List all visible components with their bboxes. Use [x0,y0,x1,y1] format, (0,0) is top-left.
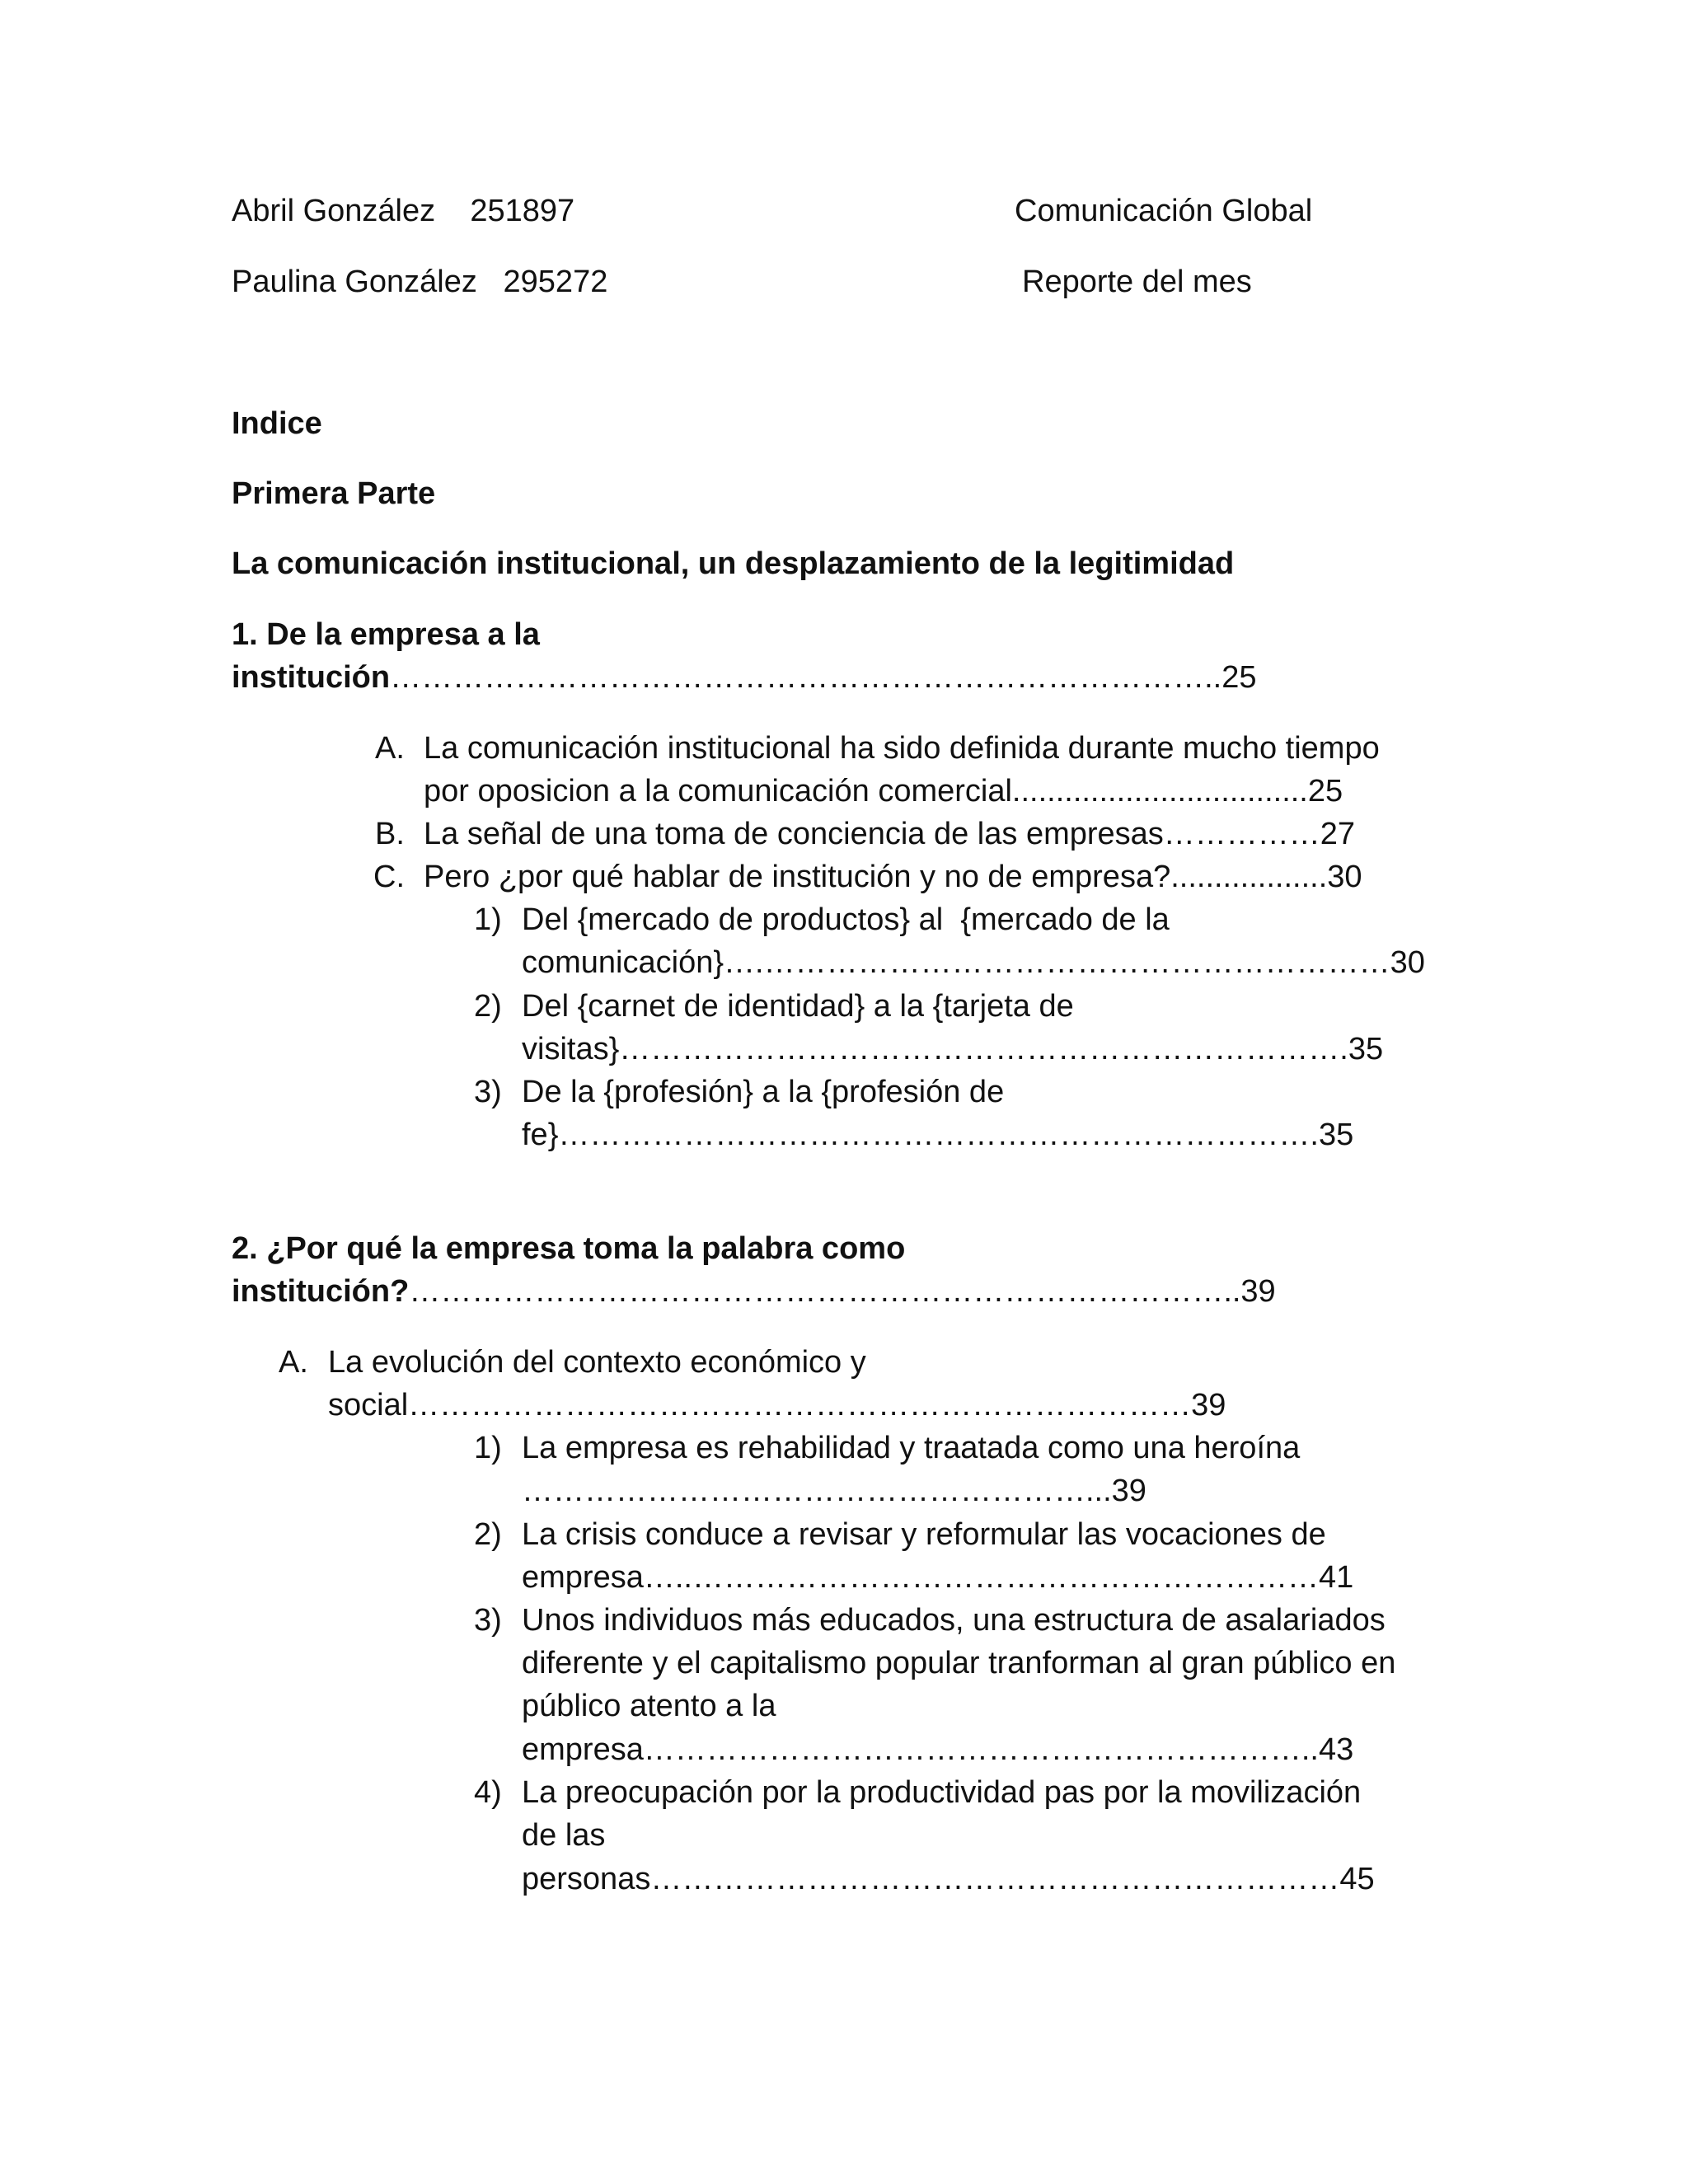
subitem-text-continued: empresa…..……………………………………………………41 [522,1560,1354,1595]
item-text: Pero ¿por qué hablar de institución y no de empresa?..................30 [424,860,1362,894]
subitem-text: De la {profesión} a la {profesión de [522,1075,1005,1109]
item-marker: A. [375,731,405,766]
subitem-marker: 3) [474,1603,502,1638]
subitem-text-continued: visitas}…………………………………………………………….35 [522,1032,1384,1066]
author-1: Abril González 251897 [232,194,575,228]
section-1-label: institución [232,660,391,695]
subitem-text: La crisis conduce a revisar y reformular las vocaciones de [522,1517,1326,1552]
item-text-continued: social…………………………………………………………………39 [328,1388,1226,1422]
subitem-text-continued: público atento a la [522,1689,776,1723]
author-2: Paulina González 295272 [232,265,608,299]
item-marker: A. [279,1345,308,1380]
course-name: Comunicación Global [1015,194,1313,228]
subitem-text-continued: comunicación}….……………………………………………………30 [522,945,1425,980]
subitem-marker: 2) [474,1517,502,1552]
section-1-heading: 1. De la empresa a la [232,617,540,652]
part-heading: Primera Parte [232,476,436,511]
section-2-entry [232,1270,1276,1313]
subitem-text-continued: personas…………………………………………………………45 [522,1862,1375,1896]
subitem-marker: 1) [474,902,502,937]
section-2-label: institución? [232,1274,410,1309]
item-text: La señal de una toma de conciencia de las empresas……………27 [424,817,1356,851]
report-title: Reporte del mes [1022,265,1252,299]
subitem-text-continued: fe}……………………………………………………………….35 [522,1118,1354,1152]
item-text: La comunicación institucional ha sido definida durante mucho tiempo [424,731,1380,766]
subitem-text-continued: empresa………………………………………………………..43 [522,1732,1354,1767]
item-marker: B. [375,817,405,851]
subitem-marker: 4) [474,1775,502,1810]
subitem-text: Del {carnet de identidad} a la {tarjeta de [522,989,1074,1024]
subitem-text-continued: ………………………………………………...39 [522,1474,1146,1508]
item-text: La evolución del contexto económico y [328,1345,866,1380]
subitem-marker: 3) [474,1075,502,1109]
subitem-marker: 1) [474,1431,502,1465]
subitem-text-continued: de las [522,1818,606,1853]
subitem-text: La empresa es rehabilidad y traatada como una heroína [522,1431,1301,1465]
section-1-entry [232,656,1257,699]
item-text-continued: por oposicion a la comunicación comercial..................................25 [424,774,1343,808]
section-2-heading: 2. ¿Por qué la empresa toma la palabra como [232,1231,906,1266]
subitem-text: Unos individuos más educados, una estructura de asalariados [522,1603,1386,1638]
subitem-text: Del {mercado de productos} al {mercado de la [522,902,1170,937]
index-title: Indice [232,406,322,441]
section-2-leader: ……………………………………………………………………..39 [409,1274,1276,1309]
subitem-marker: 2) [474,989,502,1024]
section-1-leader: ……………………………………………………………………..25 [390,660,1257,695]
subitem-text-continued: diferente y el capitalismo popular tranforman al gran público en [522,1646,1396,1680]
subitem-text: La preocupación por la productividad pas por la movilización [522,1775,1362,1810]
item-marker: C. [373,860,405,894]
part-title: La comunicación institucional, un desplazamiento de la legitimidad [232,546,1235,581]
